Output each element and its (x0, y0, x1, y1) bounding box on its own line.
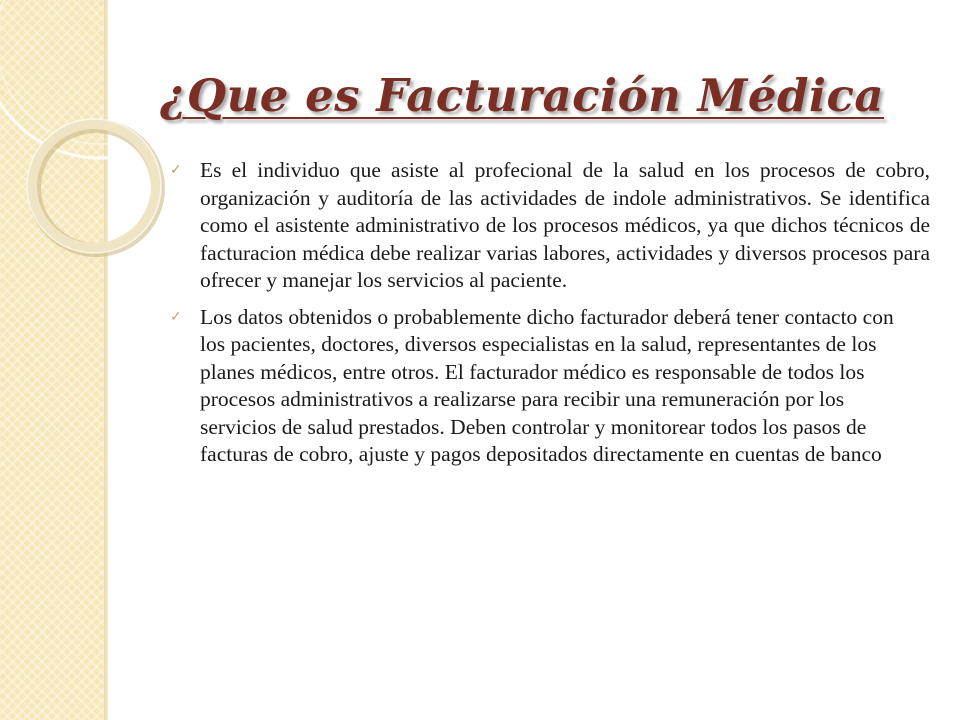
slide-title: ¿Que es Facturación Médica (160, 69, 885, 122)
side-band-edge (104, 0, 108, 720)
check-icon: ✓ (170, 162, 182, 178)
list-item (170, 157, 930, 295)
check-icon: ✓ (170, 308, 182, 325)
bullet-list (170, 157, 930, 478)
bullet-text: Los datos obtenidos o probablemente dicho facturador deberá tener contacto con los pacientes, doctores, diversos especialistas en la salud, representantes de los planes médicos, entre otros. El facturador médico es responsable de todos los procesos administrativos a realizarse para recibir una remuneración por los servicios de salud prestados. Deben controlar y monitorear todos los pasos de facturas de cobro, ajuste y pagos depositados directamente en cuentas de banco (200, 304, 894, 466)
bullet-text: Es el individuo que asiste al profecional de la salud en los procesos de cobro, organización y auditoría de las actividades de indole administrativos. Se identifica como el asistente administrativo de los procesos médicos, ya que dichos técnicos de facturacion médica debe realizar varias labores, actividades y diversos procesos para ofrecer y manejar los servicios al paciente. (200, 158, 930, 292)
list-item (170, 304, 930, 469)
decorative-side-band (0, 0, 104, 720)
